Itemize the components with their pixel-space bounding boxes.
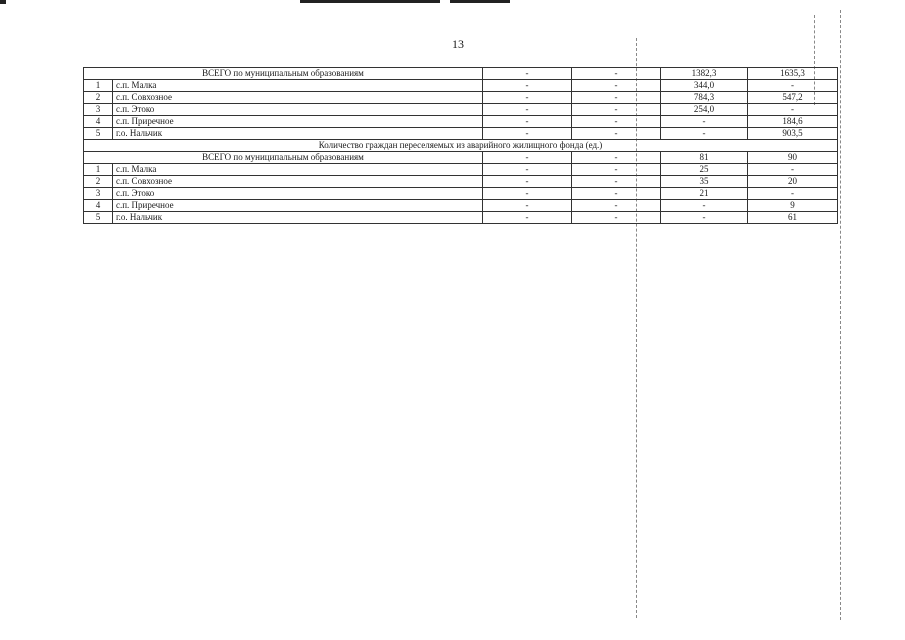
- table-row-total: [84, 152, 838, 164]
- row-number: 1: [84, 164, 113, 176]
- table-section-row: [84, 140, 838, 152]
- table-cell: -: [483, 128, 572, 140]
- table-cell: 254,0: [661, 104, 748, 116]
- table-cell: -: [661, 116, 748, 128]
- table-row: [84, 200, 838, 212]
- table-cell: 1382,3: [661, 68, 748, 80]
- municipality-name: с.п. Малка: [113, 164, 483, 176]
- table-row: [84, 212, 838, 224]
- municipality-name: с.п. Приречное: [113, 200, 483, 212]
- table-cell: -: [483, 188, 572, 200]
- table-cell: -: [483, 80, 572, 92]
- table-cell: -: [572, 212, 661, 224]
- table-cell: -: [748, 104, 838, 116]
- table-cell: -: [572, 164, 661, 176]
- municipality-name: с.п. Совхозное: [113, 176, 483, 188]
- table-cell: -: [483, 92, 572, 104]
- table-cell: -: [572, 188, 661, 200]
- table-cell: -: [661, 200, 748, 212]
- total-label: ВСЕГО по муниципальным образованиям: [84, 152, 483, 164]
- table-cell: -: [483, 152, 572, 164]
- table-cell: 81: [661, 152, 748, 164]
- scan-artifact: [300, 0, 440, 3]
- table-row: [84, 80, 838, 92]
- scan-artifact: [450, 0, 510, 3]
- table-cell: 61: [748, 212, 838, 224]
- table-row: [84, 176, 838, 188]
- row-number: 5: [84, 212, 113, 224]
- table-row: [84, 116, 838, 128]
- municipality-name: с.п. Этоко: [113, 104, 483, 116]
- table-cell: 344,0: [661, 80, 748, 92]
- table-cell: -: [483, 176, 572, 188]
- table-cell: -: [483, 200, 572, 212]
- table-cell: -: [572, 68, 661, 80]
- page-number: 13: [452, 37, 464, 51]
- table-cell: -: [572, 80, 661, 92]
- row-number: 4: [84, 116, 113, 128]
- table-cell: -: [483, 212, 572, 224]
- table-cell: -: [661, 128, 748, 140]
- data-table: [83, 67, 838, 224]
- table-cell: 9: [748, 200, 838, 212]
- municipality-name: с.п. Приречное: [113, 116, 483, 128]
- municipality-name: г.о. Нальчик: [113, 128, 483, 140]
- municipality-name: с.п. Малка: [113, 80, 483, 92]
- table-cell: 35: [661, 176, 748, 188]
- table-cell: -: [572, 128, 661, 140]
- table-cell: 21: [661, 188, 748, 200]
- table-cell: -: [483, 116, 572, 128]
- total-label: ВСЕГО по муниципальным образованиям: [84, 68, 483, 80]
- table-cell: -: [748, 164, 838, 176]
- section-title: Количество граждан переселяемых из аварийного жилищного фонда (ед.): [84, 140, 838, 152]
- table-row: [84, 164, 838, 176]
- table-row: [84, 188, 838, 200]
- table-row: [84, 92, 838, 104]
- table-cell: 1635,3: [748, 68, 838, 80]
- scan-artifact: [840, 10, 841, 620]
- table-cell: -: [572, 104, 661, 116]
- table-cell: 20: [748, 176, 838, 188]
- table-cell: -: [572, 152, 661, 164]
- table-cell: -: [483, 164, 572, 176]
- row-number: 3: [84, 104, 113, 116]
- municipality-name: г.о. Нальчик: [113, 212, 483, 224]
- table-cell: -: [572, 176, 661, 188]
- row-number: 4: [84, 200, 113, 212]
- row-number: 2: [84, 176, 113, 188]
- table-cell: -: [661, 212, 748, 224]
- table-cell: 547,2: [748, 92, 838, 104]
- row-number: 5: [84, 128, 113, 140]
- scan-artifact: [0, 0, 6, 4]
- municipality-name: с.п. Этоко: [113, 188, 483, 200]
- table-cell: -: [572, 92, 661, 104]
- table-cell: -: [483, 68, 572, 80]
- table-cell: 25: [661, 164, 748, 176]
- table-row: [84, 104, 838, 116]
- row-number: 3: [84, 188, 113, 200]
- table-cell: 784,3: [661, 92, 748, 104]
- row-number: 2: [84, 92, 113, 104]
- row-number: 1: [84, 80, 113, 92]
- table-row: [84, 128, 838, 140]
- table-cell: -: [572, 200, 661, 212]
- table-cell: -: [748, 188, 838, 200]
- municipality-name: с.п. Совхозное: [113, 92, 483, 104]
- table-cell: -: [748, 80, 838, 92]
- table-cell: 903,5: [748, 128, 838, 140]
- table-cell: 184,6: [748, 116, 838, 128]
- table-cell: -: [572, 116, 661, 128]
- table-cell: 90: [748, 152, 838, 164]
- table-row-total: [84, 68, 838, 80]
- table-cell: -: [483, 104, 572, 116]
